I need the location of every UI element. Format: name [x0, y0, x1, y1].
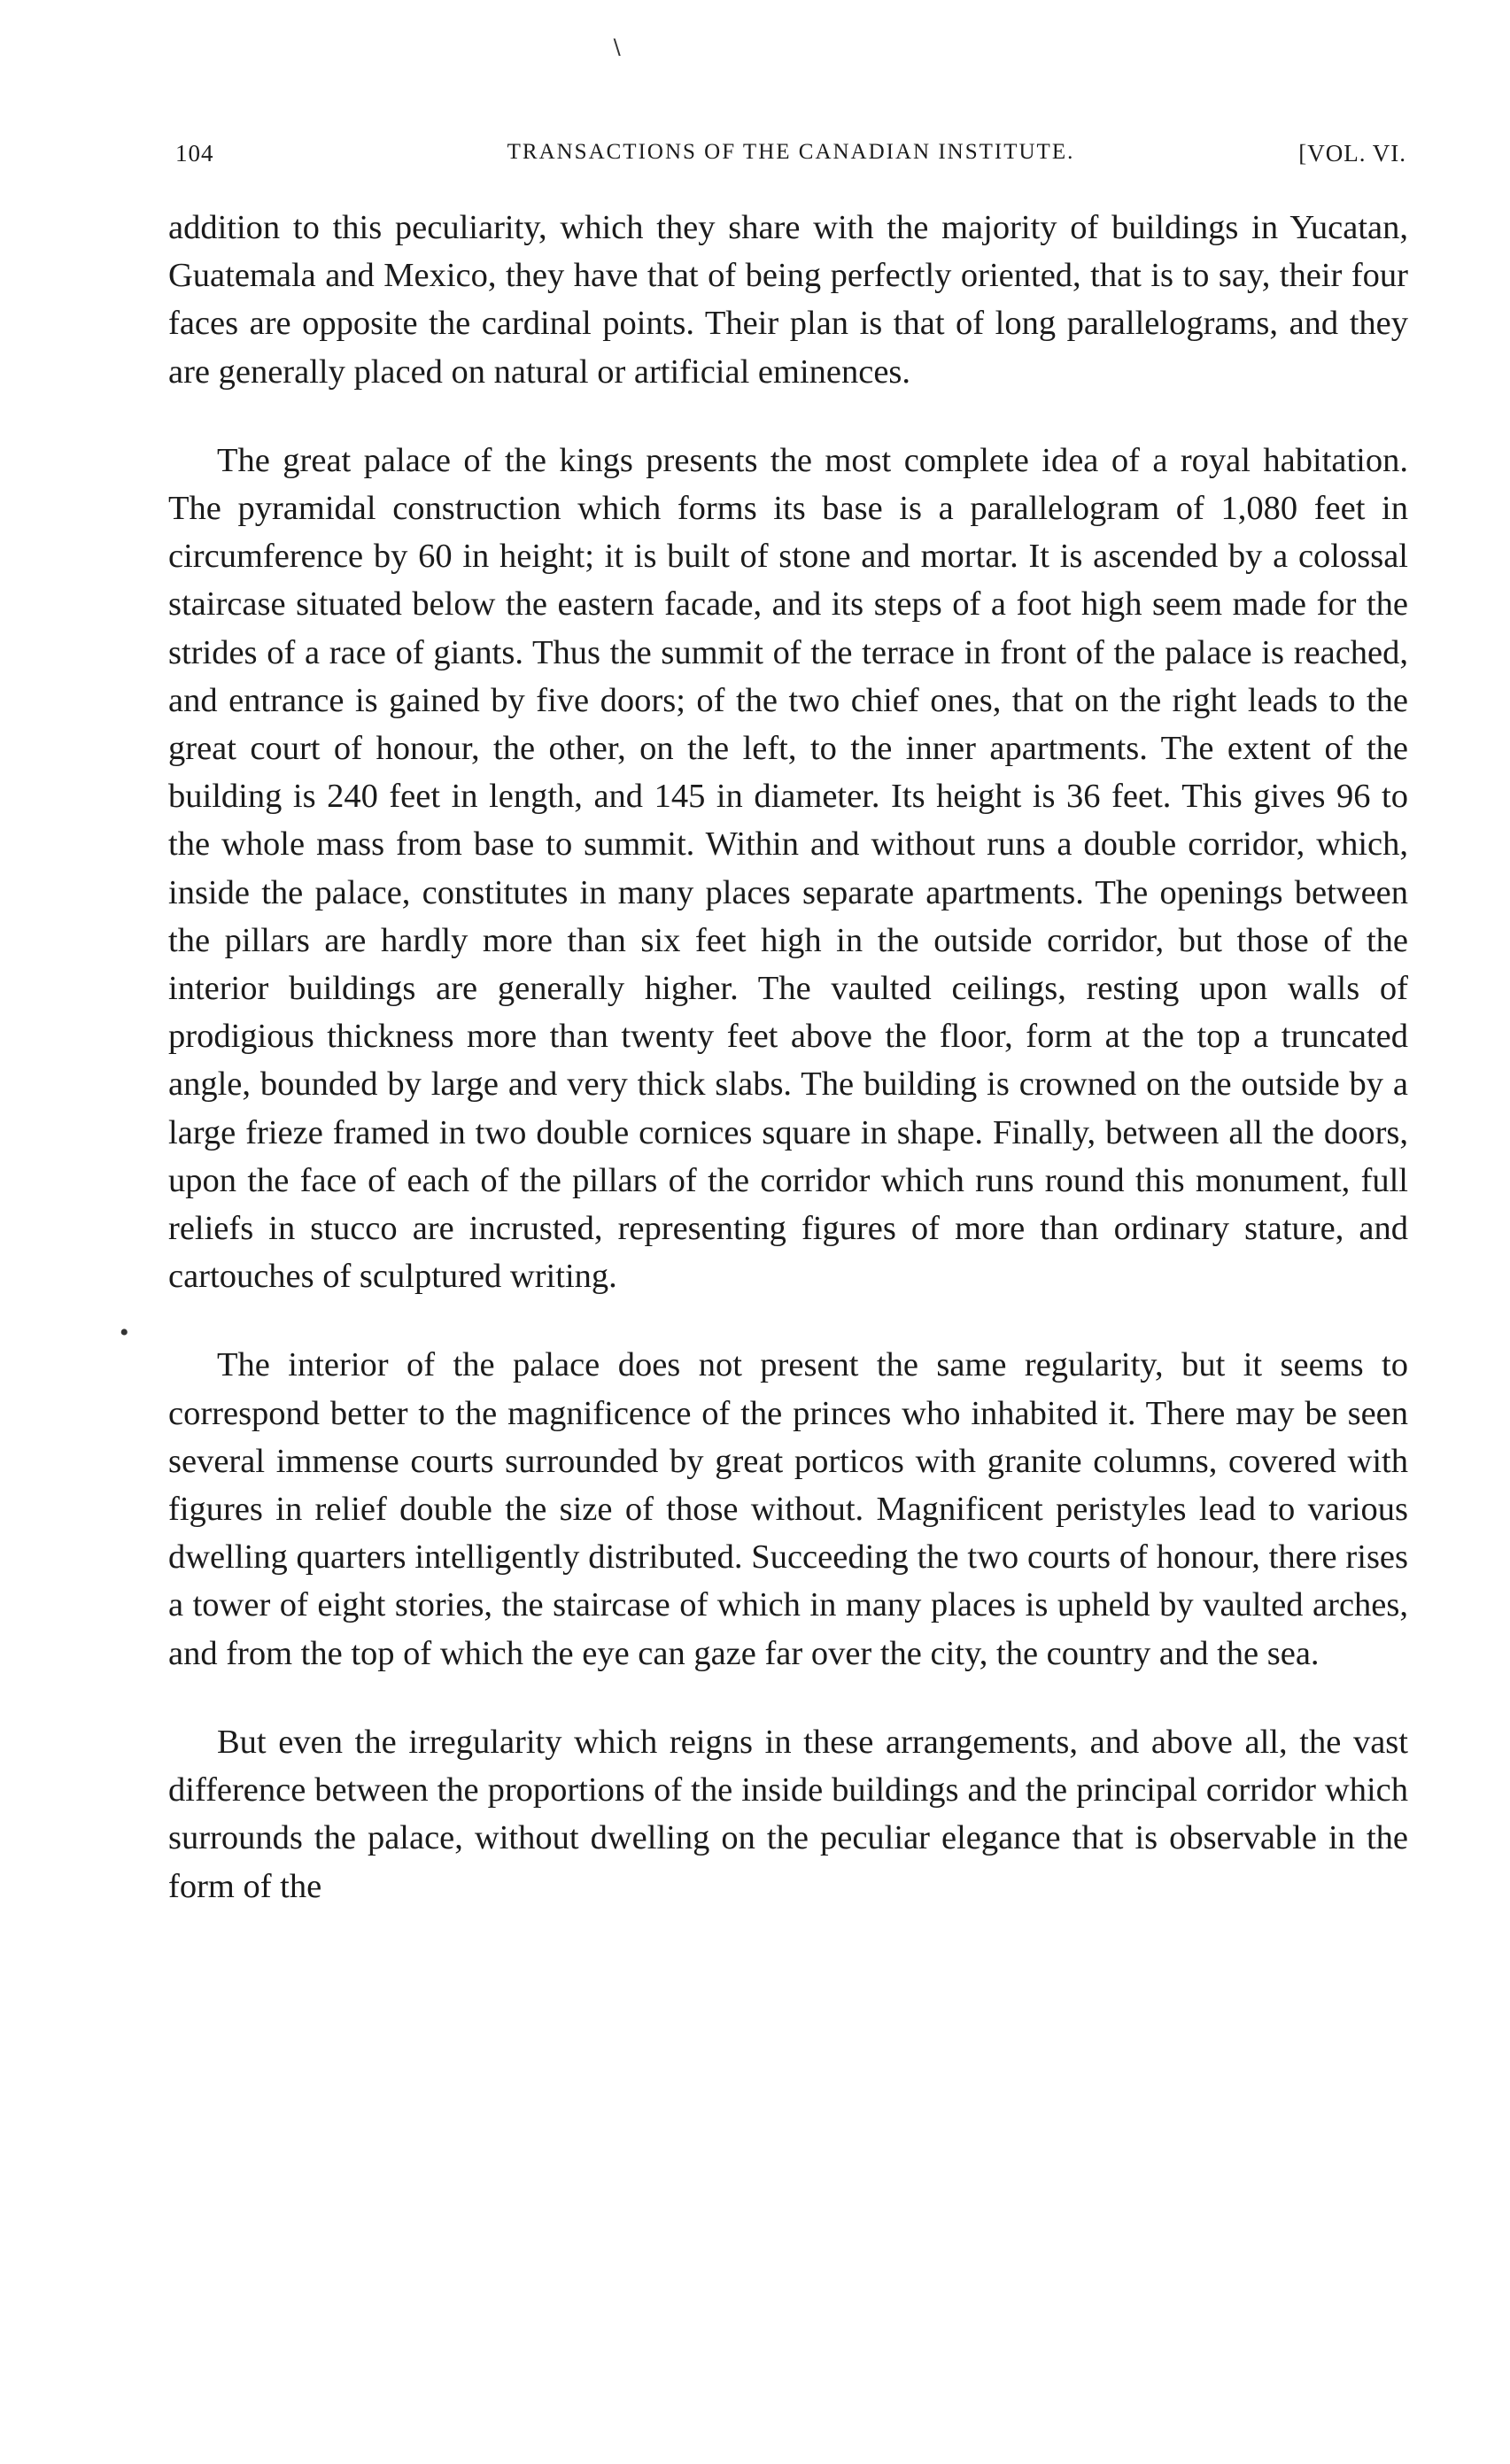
running-header	[175, 140, 1406, 175]
running-title: TRANSACTIONS OF THE CANADIAN INSTITUTE.	[507, 140, 1075, 164]
paragraph-2: The great palace of the kings presents the most complete idea of a royal habitation. The pyramidal construction which forms its base is a parallelogram of 1,080 feet in circumference by 60 in height; it is built of stone and mortar. It is ascended by a colossal staircase situated below the eastern facade, and its steps of a foot high seem made for the strides of a race of giants. Thus the summit of the terrace in front of the palace is reached, and entrance is gained by five doors; of the two chief ones, that on the right leads to the great court of honour, the other, on the left, to the inner apartments. The extent of the building is 240 feet in length, and 145 in diameter. Its height is 36 feet. This gives 96 to the whole mass from base to summit. Within and without runs a double corridor, which, inside the palace, constitutes in many places separate apartments. The openings between the pillars are hardly more than six feet high in the outside corridor, but those of the interior buildings are generally higher. The vaulted ceilings, resting upon walls of prodigious thickness more than twenty feet above the floor, form at the top a truncated angle, bounded by large and very thick slabs. The building is crowned on the outside by a large frieze framed in two double cornices square in shape. Finally, between all the doors, upon the face of each of the pillars of the corridor which runs round this monument, full reliefs in stucco are incrusted, representing figures of more than ordinary stature, and cartouches of sculptured writing.	[168, 441, 1408, 1296]
page-number: 104	[175, 140, 214, 167]
volume-label: [VOL. VI.	[1298, 140, 1406, 167]
margin-dot: •	[120, 1318, 129, 1347]
stray-mark: ∖	[609, 37, 623, 60]
paragraph-3: The interior of the palace does not present the same regularity, but it seems to correspond better to the magnificence of the princes who inhabited it. There may be seen several immense courts surrounded by great porticos with granite columns, covered with figures in relief double the size of those without. Magnificent peristyles lead to various dwelling quarters intelligently distributed. Succeeding the two courts of honour, there rises a tower of eight stories, the staircase of which in many places is upheld by vaulted arches, and from the top of which the eye can gaze far over the city, the country and the sea.	[168, 1346, 1408, 1672]
paragraph-1: addition to this peculiarity, which they share with the majority of buildings in Yucatan, Guatemala and Mexico, they have that of being perfectly oriented, that is to say, their four faces are opposite the cardinal points. Their plan is that of long parallelograms, and they are generally placed on natural or artificial eminences.	[168, 209, 1408, 391]
body-text	[168, 204, 1408, 1951]
paragraph-4: But even the irregularity which reigns in these arrangements, and above all, the vast difference between the proportions of the inside buildings and the principal corridor which surrounds the palace, without dwelling on the peculiar elegance that is observable in the form of the	[168, 1723, 1408, 1905]
